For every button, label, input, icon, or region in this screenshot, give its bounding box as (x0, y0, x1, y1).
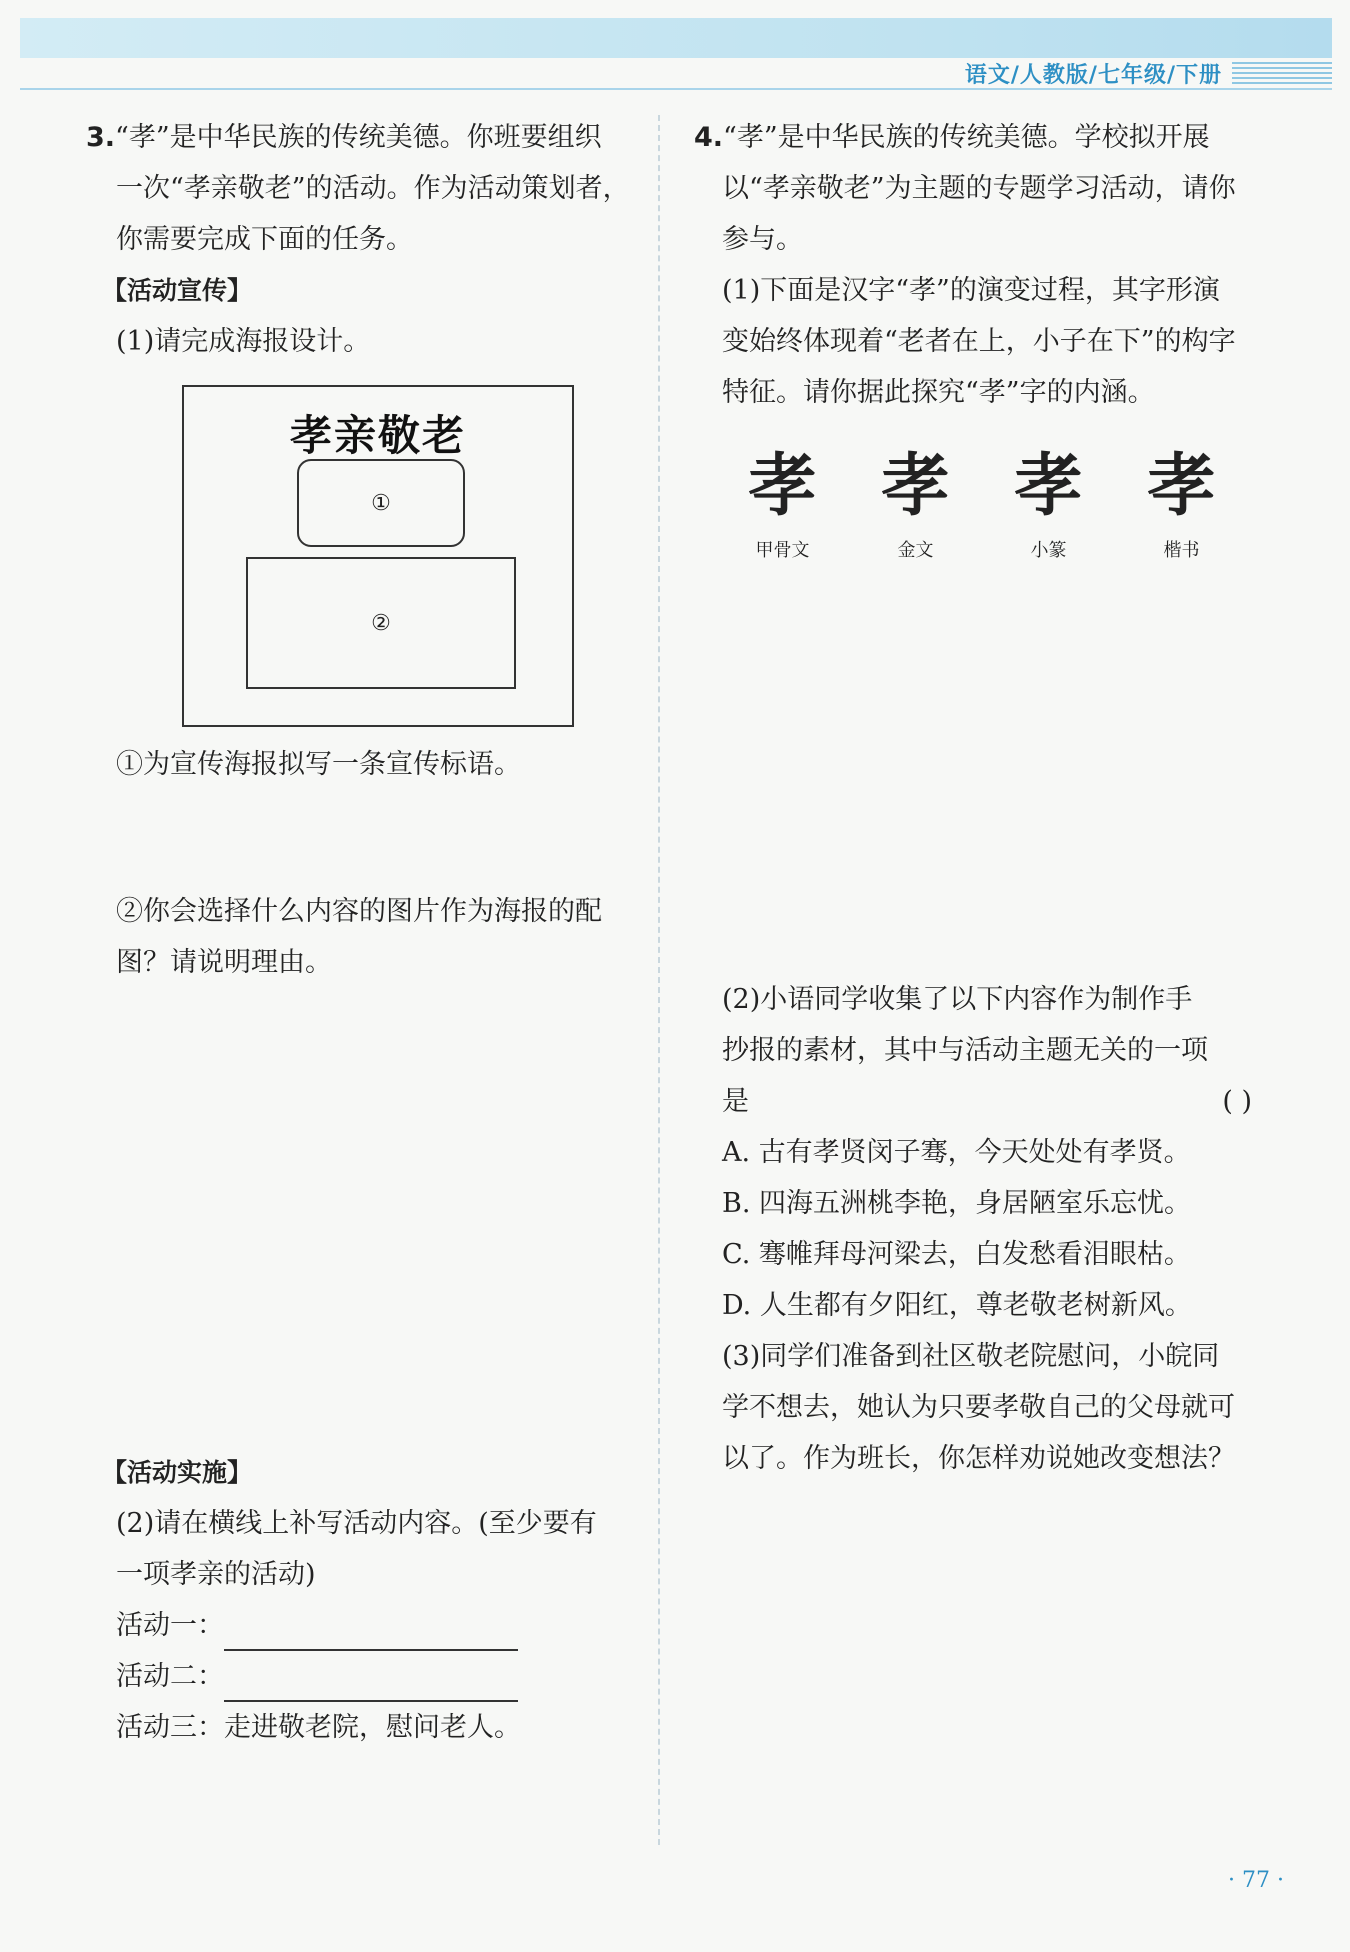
q4-number: 4. (694, 122, 724, 153)
q4-task-2-line-1: (2)小语同学收集了以下内容作为制作手 (722, 984, 1193, 1015)
q3-sub-question-2-line-1: ②你会选择什么内容的图片作为海报的配 (116, 896, 602, 927)
poster-image-box (246, 557, 516, 689)
q4-task-1-line-3: 特征。请你据此探究“孝”字的内涵。 (722, 377, 1155, 408)
glyph-regular-script-caption: 楷书 (1163, 540, 1200, 561)
q3-task-1: (1)请完成海报设计。 (116, 326, 371, 357)
q3-task-2-line-1: (2)请在横线上补写活动内容。(至少要有 (116, 1508, 597, 1539)
header-decoration (1232, 62, 1332, 84)
option-c: C. 骞帷拜母河梁去，白发愁看泪眼枯。 (722, 1239, 1191, 1270)
glyph-oracle-bone-char: 孝 (748, 446, 817, 526)
q4-task-3-line-3: 以了。作为班长，你怎样劝说她改变想法？ (722, 1443, 1235, 1474)
option-a: A. 古有孝贤闵子骞，今天处处有孝贤。 (722, 1137, 1191, 1168)
q4-intro-line-2: 以“孝亲敬老”为主题的专题学习活动，请你 (722, 173, 1236, 204)
q4-task-1-line-1: (1)下面是汉字“孝”的演变过程，其字形演 (722, 275, 1220, 306)
question-3 (88, 112, 648, 1753)
poster-slot-1-label: ① (371, 490, 391, 516)
q3-number: 3. (86, 122, 116, 153)
q4-task-3-line-2: 学不想去，她认为只要孝敬自己的父母就可 (722, 1392, 1235, 1423)
section-activity-promotion: 【活动宣传】 (102, 276, 253, 305)
answer-space-2 (88, 988, 648, 1447)
answer-space-3 (694, 562, 1254, 974)
character-evolution-row (716, 438, 1254, 562)
glyph-bronze-caption: 金文 (897, 540, 934, 561)
glyph-small-seal (982, 438, 1115, 562)
q3-sub-question-2-line-2: 图？请说明理由。 (116, 947, 332, 978)
activity-1-label: 活动一： (116, 1610, 224, 1641)
q3-task-2-line-2: 一项孝亲的活动) (116, 1559, 316, 1590)
activity-2-blank[interactable] (224, 1670, 518, 1702)
q4-intro-line-1: 4.“孝”是中华民族的传统美德。学校拟开展 (694, 122, 1210, 153)
page-number: · 77 · (1228, 1868, 1284, 1893)
activity-1 (88, 1600, 648, 1651)
q3-sub-question-1: ①为宣传海报拟写一条宣传标语。 (116, 749, 521, 780)
q4-task-3-line-1: (3)同学们准备到社区敬老院慰问，小皖同 (722, 1341, 1220, 1372)
section-activity-implementation: 【活动实施】 (102, 1458, 253, 1487)
option-b: B. 四海五洲桃李艳，身居陋室乐忘忧。 (722, 1188, 1192, 1219)
column-divider (658, 115, 660, 1845)
glyph-oracle-bone (716, 438, 849, 562)
glyph-regular-script-char: 孝 (1147, 446, 1216, 526)
poster-frame (182, 385, 574, 727)
glyph-oracle-bone-caption: 甲骨文 (755, 540, 810, 561)
q3-intro-line-1: 3.“孝”是中华民族的传统美德。你班要组织 (86, 122, 602, 153)
glyph-bronze (849, 438, 982, 562)
activity-2 (88, 1651, 648, 1702)
option-d: D. 人生都有夕阳红，尊老敬老树新风。 (722, 1290, 1192, 1321)
q3-intro-line-2: 一次“孝亲敬老”的活动。作为活动策划者， (116, 173, 630, 204)
glyph-regular-script (1115, 438, 1248, 562)
q3-intro-line-3: 你需要完成下面的任务。 (116, 224, 413, 255)
q4-task-1-line-2: 变始终体现着“老者在上，小子在下”的构字 (722, 326, 1236, 357)
glyph-bronze-char: 孝 (881, 446, 950, 526)
header-divider (20, 88, 1332, 90)
activity-3: 活动三：走进敬老院，慰问老人。 (116, 1712, 521, 1743)
header-band (20, 18, 1332, 58)
q4-intro-line-3: 参与。 (722, 224, 803, 255)
book-title: 语文/人教版/七年级/下册 (964, 63, 1222, 88)
poster-slogan-box (297, 459, 465, 547)
activity-2-label: 活动二： (116, 1661, 224, 1692)
glyph-small-seal-char: 孝 (1014, 446, 1083, 526)
poster-slot-2-label: ② (371, 610, 391, 636)
question-4 (694, 112, 1254, 1484)
activity-1-blank[interactable] (224, 1619, 518, 1651)
answer-bracket[interactable]: ( ) (1222, 1086, 1252, 1117)
poster-title: 孝亲敬老 (289, 411, 466, 460)
q4-task-2-line-2: 抄报的素材，其中与活动主题无关的一项 (722, 1035, 1208, 1066)
answer-space-1 (88, 790, 648, 886)
glyph-small-seal-caption: 小篆 (1030, 540, 1067, 561)
q4-task-2-line-3: 是 ( ) (694, 1076, 1254, 1127)
